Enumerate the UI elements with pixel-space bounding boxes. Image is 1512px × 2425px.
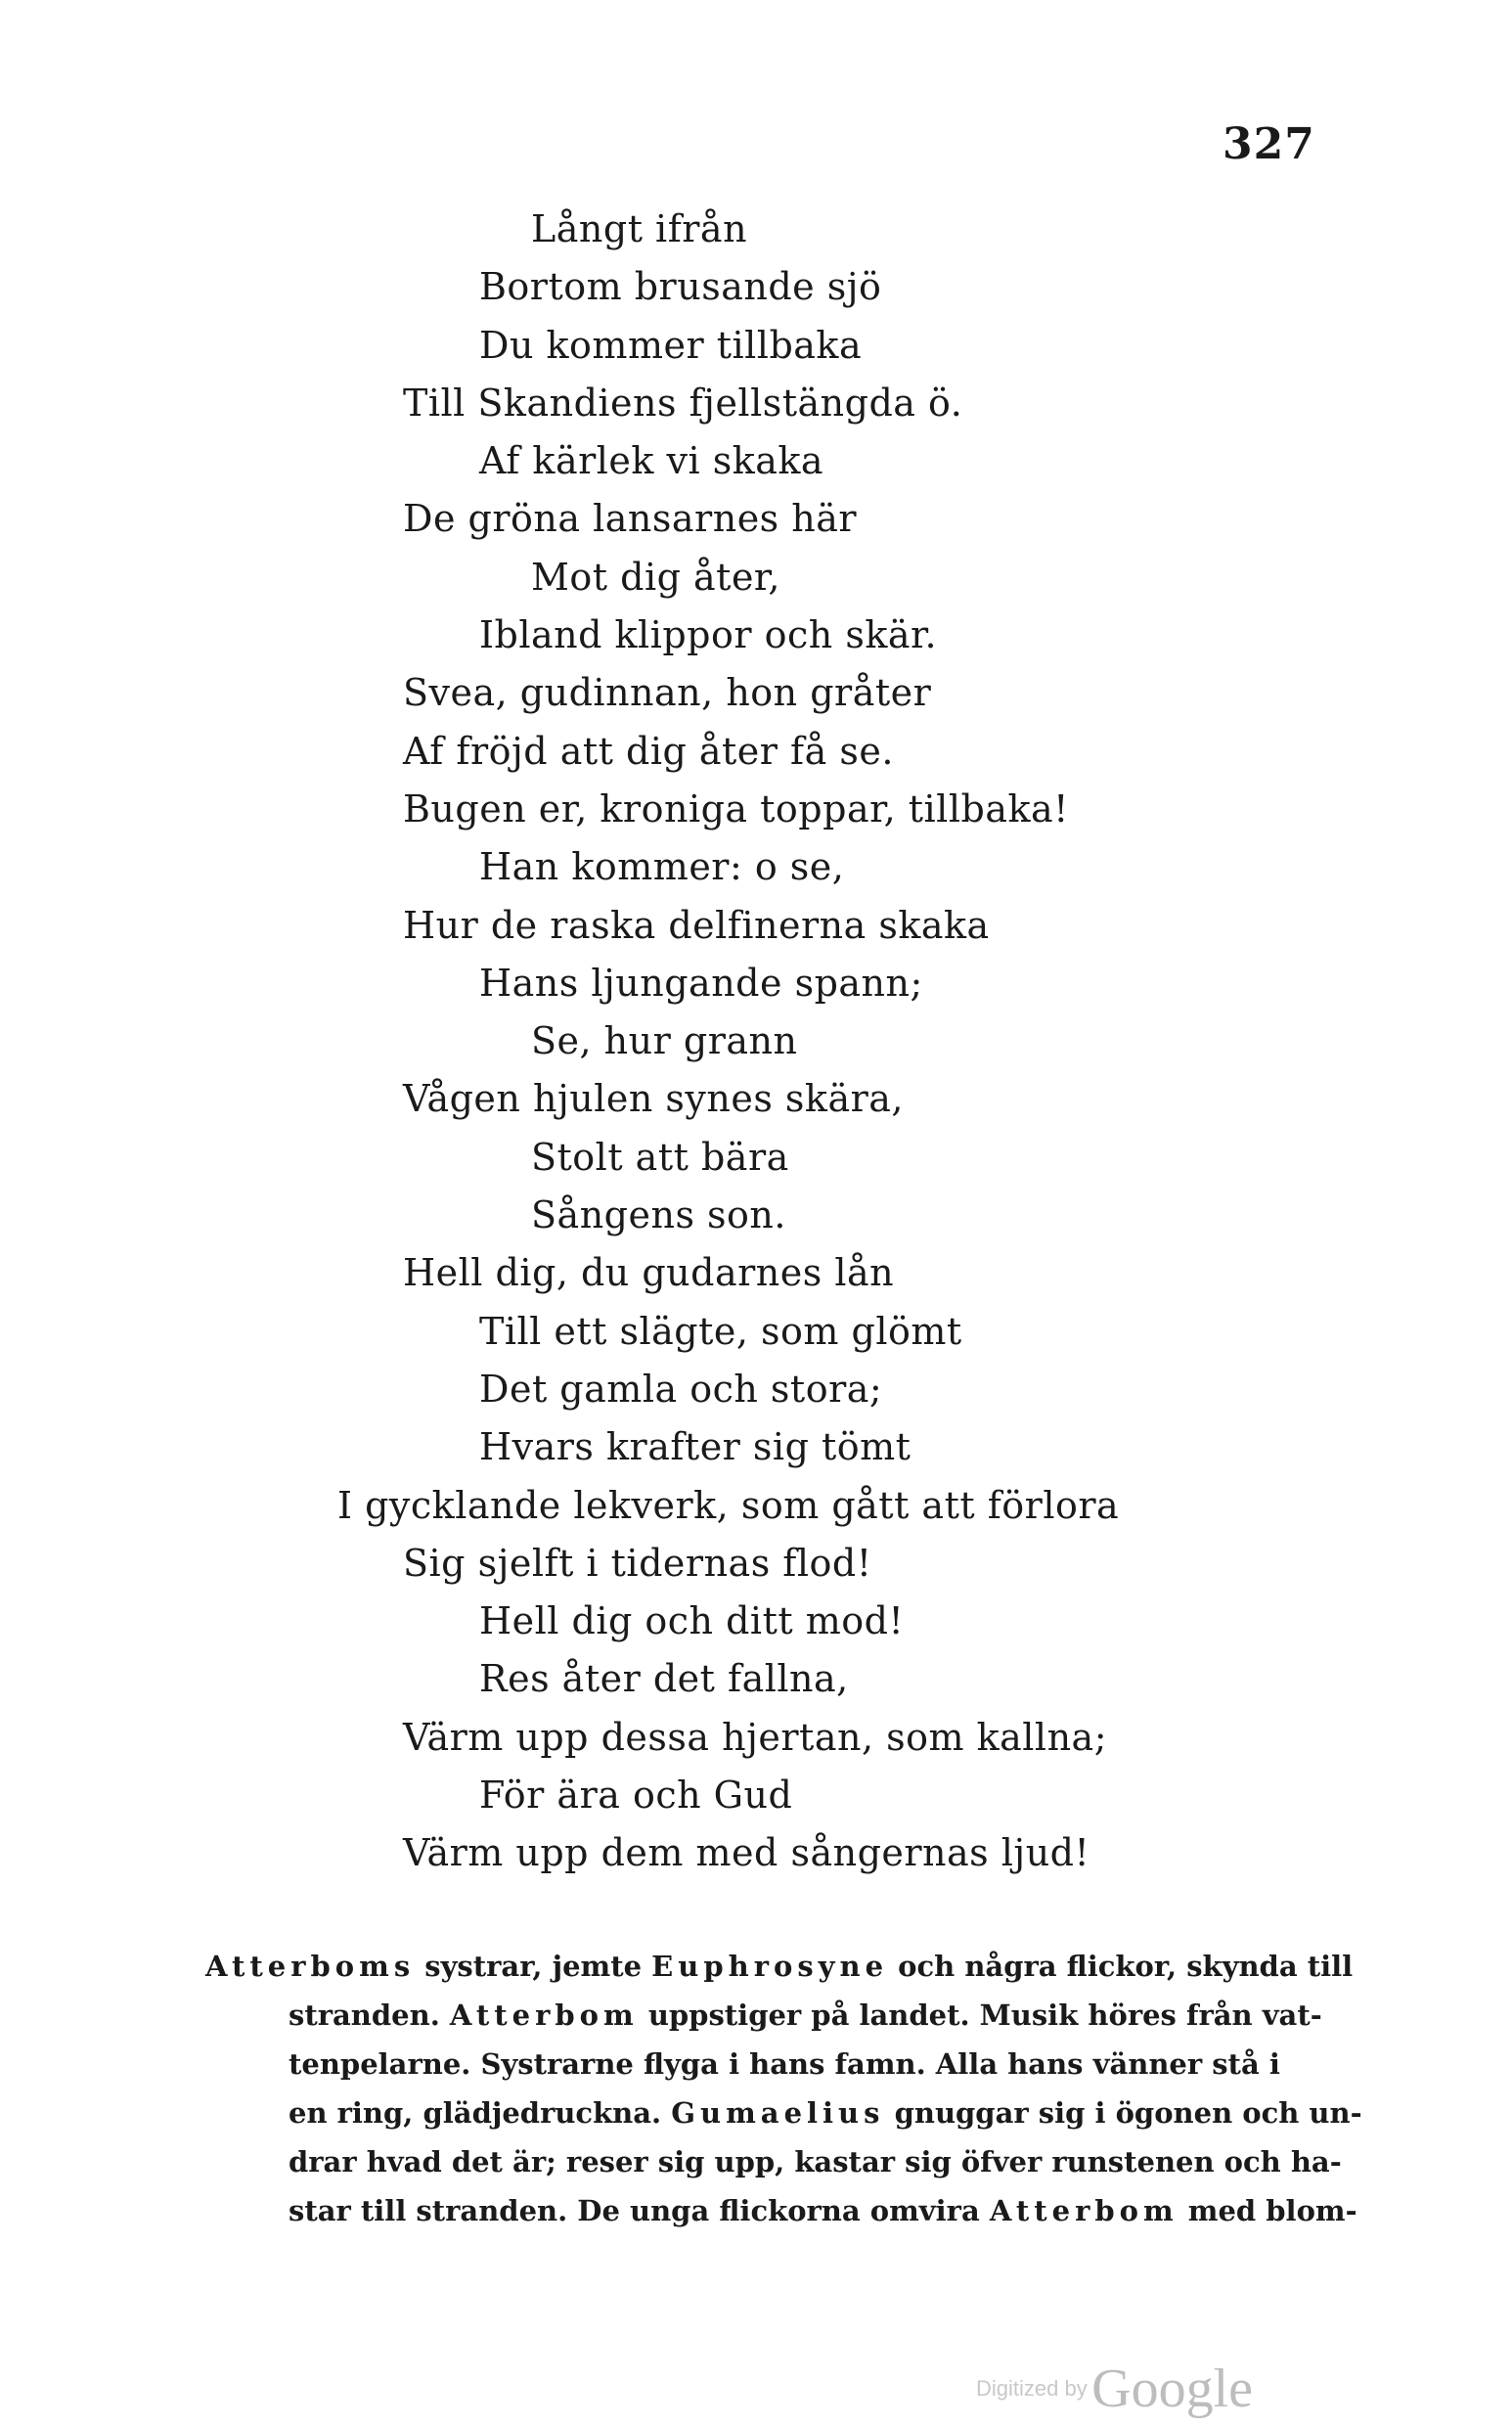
poem-line-text: Se, hur grann bbox=[531, 1019, 798, 1063]
poem-line-text: Ibland klippor och skär. bbox=[479, 613, 938, 657]
poem-line-text: Till ett slägte, som glömt bbox=[479, 1309, 962, 1353]
poem-line bbox=[0, 1070, 1512, 1128]
character-name: Atterbom bbox=[989, 2194, 1178, 2227]
poem-line-text: Hvars krafter sig tömt bbox=[479, 1425, 912, 1469]
poem-line-text: Till Skandiens fjellstängda ö. bbox=[403, 381, 963, 425]
stage-direction-line bbox=[205, 2186, 1359, 2235]
poem-line-text: Långt ifrån bbox=[531, 207, 748, 250]
stage-direction-text: systrar, jemte bbox=[415, 1950, 652, 1983]
character-name: Atterbom bbox=[449, 1998, 639, 2032]
poem-line bbox=[0, 201, 1512, 258]
poem-line bbox=[0, 664, 1512, 722]
poem-line bbox=[0, 838, 1512, 896]
poem-line-text: Vågen hjulen synes skära, bbox=[403, 1077, 904, 1121]
stage-direction-text: tenpelarne. Systrarne flyga i hans famn. Alla hans vänner stå i bbox=[289, 2047, 1280, 2081]
poem-line bbox=[0, 432, 1512, 490]
poem-line bbox=[0, 1650, 1512, 1708]
poem-line-text: Stolt att bära bbox=[531, 1135, 789, 1179]
poem-line-text: Det gamla och stora; bbox=[479, 1367, 883, 1411]
poem-line-text: Hans ljungande spann; bbox=[479, 961, 923, 1005]
poem-line bbox=[0, 1477, 1512, 1535]
poem-line bbox=[0, 1709, 1512, 1767]
poem bbox=[0, 201, 1512, 1883]
poem-line-text: Du kommer tillbaka bbox=[479, 323, 863, 367]
poem-line bbox=[0, 375, 1512, 432]
google-logo: Google bbox=[1091, 2358, 1254, 2419]
poem-line-text: Svea, gudinnan, hon gråter bbox=[403, 671, 932, 715]
poem-line bbox=[0, 258, 1512, 316]
poem-line-text: Hur de raska delfinerna skaka bbox=[403, 903, 990, 947]
stage-direction-line bbox=[205, 2088, 1362, 2137]
stage-direction-text: gnuggar sig i ögonen och un- bbox=[884, 2096, 1362, 2130]
poem-line-text: Hell dig och ditt mod! bbox=[479, 1599, 905, 1643]
stage-direction-text: uppstiger på landet. Musik höres från vat- bbox=[638, 1998, 1322, 2032]
poem-line bbox=[0, 1244, 1512, 1302]
poem-line bbox=[0, 1824, 1512, 1882]
poem-line bbox=[0, 1187, 1512, 1244]
poem-line bbox=[0, 490, 1512, 548]
stage-direction-text: drar hvad det är; reser sig upp, kastar sig öfver runstenen och ha- bbox=[289, 2145, 1342, 2178]
poem-line bbox=[0, 897, 1512, 955]
poem-line-text: De gröna lansarnes här bbox=[403, 497, 858, 541]
poem-line bbox=[0, 1361, 1512, 1418]
poem-line-text: Hell dig, du gudarnes lån bbox=[403, 1251, 895, 1295]
stage-direction-text: med blom- bbox=[1178, 2194, 1357, 2227]
poem-line-text: Bugen er, kroniga toppar, tillbaka! bbox=[403, 786, 1069, 831]
stage-direction-text: och några flickor, skynda till bbox=[888, 1950, 1354, 1983]
poem-line-text: Af fröjd att dig åter få se. bbox=[403, 729, 894, 773]
poem-line bbox=[0, 1303, 1512, 1361]
poem-line-text: Af kärlek vi skaka bbox=[479, 439, 824, 483]
stage-direction-line bbox=[205, 1991, 1359, 2040]
poem-line-text: För ära och Gud bbox=[479, 1774, 793, 1818]
poem-line bbox=[0, 723, 1512, 781]
poem-line bbox=[0, 1012, 1512, 1070]
poem-line-text: Bortom brusande sjö bbox=[479, 265, 882, 309]
stage-direction-line bbox=[205, 2040, 1359, 2088]
watermark-prefix: Digitized by bbox=[976, 2376, 1088, 2401]
poem-line-text: Mot dig åter, bbox=[531, 555, 781, 599]
poem-line bbox=[0, 781, 1512, 838]
poem-line bbox=[0, 955, 1512, 1012]
poem-line-text: Sångens son. bbox=[531, 1193, 786, 1237]
poem-line-text: Res åter det fallna, bbox=[479, 1657, 849, 1701]
stage-direction-line bbox=[205, 1942, 1359, 1991]
poem-line-text: I gycklande lekverk, som gått att förlora bbox=[337, 1483, 1120, 1527]
poem-line-text: Värm upp dem med sångernas ljud! bbox=[403, 1831, 1090, 1875]
stage-direction bbox=[205, 1942, 1362, 2235]
poem-line bbox=[0, 1767, 1512, 1824]
stage-direction-text: en ring, glädjedruckna. bbox=[289, 2096, 672, 2130]
poem-line bbox=[0, 1593, 1512, 1650]
poem-line bbox=[0, 549, 1512, 606]
stage-direction-text: star till stranden. De unga flickorna omvira bbox=[289, 2194, 990, 2227]
character-name: Euphrosyne bbox=[651, 1950, 889, 1983]
poem-line-text: Han kommer: o se, bbox=[479, 845, 845, 889]
page-number: 327 bbox=[1223, 119, 1315, 169]
poem-line bbox=[0, 1418, 1512, 1476]
stage-direction-line bbox=[205, 2137, 1359, 2186]
poem-line-text: Värm upp dessa hjertan, som kallna; bbox=[403, 1715, 1108, 1759]
poem-line-text: Sig sjelft i tidernas flod! bbox=[403, 1541, 872, 1585]
stage-direction-text: stranden. bbox=[289, 1998, 450, 2032]
poem-line bbox=[0, 1129, 1512, 1187]
poem-line bbox=[0, 317, 1512, 375]
poem-line bbox=[0, 606, 1512, 664]
character-name: Gumaelius bbox=[671, 2096, 885, 2130]
digitized-by-google-watermark bbox=[976, 2358, 1253, 2420]
poem-line bbox=[0, 1535, 1512, 1593]
character-name: Atterboms bbox=[205, 1950, 416, 1983]
